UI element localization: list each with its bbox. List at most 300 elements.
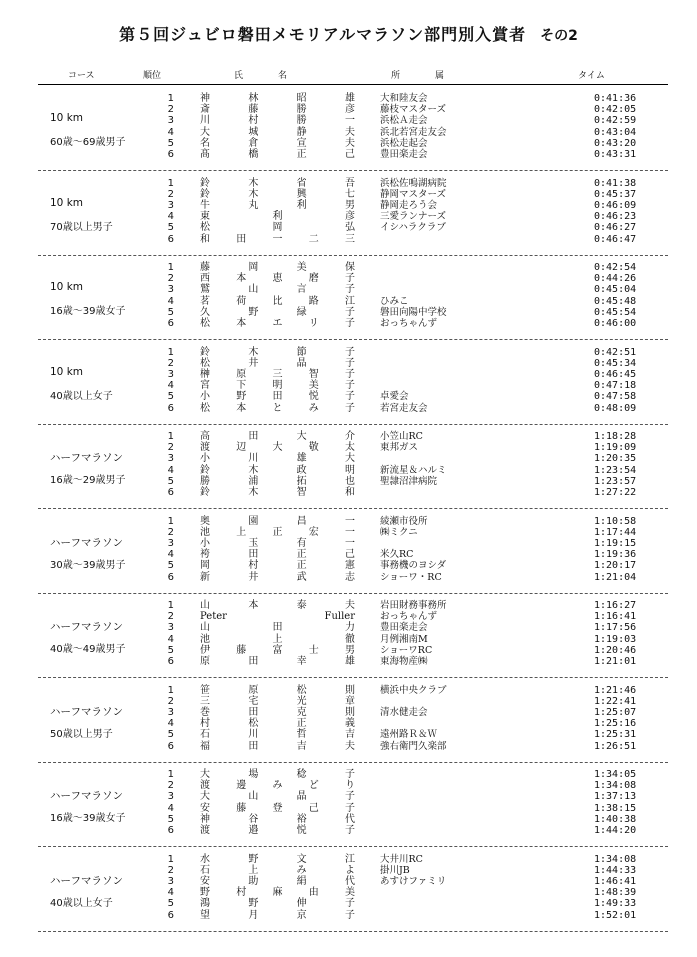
affiliation-cell: 卓愛会 [380,391,409,403]
time-cell: 0:45:04 [594,284,637,296]
name-cell: 笹原松則 [200,684,355,696]
table-row [38,600,668,611]
time-cell: 1:19:36 [594,549,637,561]
group-divider [38,424,668,425]
table-row [38,465,668,476]
result-group [38,513,668,594]
rank-cell: 5 [167,137,174,149]
rank-cell: 5 [167,475,174,487]
table-row [38,369,668,380]
course-label: ハーフマラソン [50,536,123,549]
time-cell: 1:38:15 [594,802,637,814]
name-cell: 松本とみ子 [200,402,355,414]
rank-cell: 1 [167,684,174,696]
table-row [38,403,668,414]
table-row [38,527,668,538]
group-divider [38,255,668,256]
rank-cell: 6 [167,487,174,498]
table-row [38,104,668,115]
affiliation-cell: 浜北若宮走友会 [380,126,447,138]
affiliation-cell: ㈱ミクニ [380,526,418,538]
name-cell: 東利彦 [200,211,355,223]
rank-cell: 3 [167,706,174,718]
table-row [38,442,668,453]
rank-cell: 6 [167,740,174,752]
name-cell: 水野文江 [200,853,355,865]
rank-cell: 5 [167,898,174,910]
name-cell: 鈴木節子 [200,346,355,358]
name-cell: 牛丸利男 [200,199,355,211]
affiliation-cell: ショーワRC [380,644,433,656]
time-cell: 1:18:28 [594,431,637,442]
name-cell: 勝浦拓也 [200,475,355,487]
name-cell: 村松正義 [200,718,355,730]
time-cell: 1:49:33 [594,898,637,910]
result-group [38,259,668,340]
rank-cell: 2 [167,188,174,200]
time-cell: 1:25:07 [594,706,637,718]
rank-cell: 2 [167,442,174,454]
rank-cell: 1 [167,262,174,273]
time-cell: 0:46:09 [594,199,637,211]
table-row [38,476,668,487]
page-title [0,22,697,45]
time-cell: 0:41:38 [594,177,637,189]
table-row [38,803,668,814]
group-divider [38,846,668,847]
table-row [38,516,668,527]
group-divider [38,762,668,763]
course-label: ハーフマラソン [50,621,123,633]
rank-cell: 5 [167,222,174,234]
name-cell: 原田幸雄 [200,656,355,667]
name-cell: 大場稔子 [200,769,355,780]
rank-cell: 3 [167,791,174,803]
group-divider [38,677,668,678]
table-row [38,391,668,402]
table-row [38,572,668,583]
table-row [38,729,668,740]
name-cell: 鷲山言子 [200,284,355,296]
affiliation-cell: 静岡走ろう会 [380,199,438,211]
header-aff-b: 属 [435,71,445,81]
header-aff-a: 所 [391,71,401,81]
time-cell: 0:45:37 [594,188,637,200]
table-row [38,262,668,273]
rank-cell: 3 [167,875,174,887]
time-cell: 1:52:01 [594,909,637,921]
affiliation-cell: 事務機のヨシダ [380,560,447,572]
name-cell: 榊原三智子 [200,368,355,380]
course-label: 10 km [50,112,84,124]
table-row [38,538,668,549]
rank-cell: 6 [167,909,174,921]
rank-cell: 5 [167,560,174,572]
name-cell: 大城静夫 [200,126,355,138]
course-label: ハーフマラソン [50,874,123,887]
table-row [38,487,668,498]
time-cell: 1:40:38 [594,813,637,825]
rank-cell: 4 [167,380,174,392]
result-group [38,428,668,509]
name-cell: 奥園昌一 [200,515,355,527]
header-rule [38,84,668,85]
table-row [38,780,668,791]
result-group [38,597,668,678]
affiliation-cell: 豊田楽走会 [380,622,428,634]
name-cell: 安藤登己子 [200,802,355,814]
rank-cell: 2 [167,273,174,285]
name-cell: 安助絹代 [200,875,355,887]
name-cell: 山田力 [200,622,355,634]
name-cell: 小川雄大 [200,453,355,465]
time-cell: 1:20:46 [594,644,637,656]
time-cell: 1:44:20 [594,825,637,836]
table-row [38,718,668,729]
table-row [38,898,668,909]
table-row [38,854,668,865]
group-divider [38,170,668,171]
name-cell: 石上みよ [200,864,355,876]
name-cell: 松本エリ子 [200,318,355,329]
rank-cell: 3 [167,622,174,634]
time-cell: 1:21:01 [594,656,637,667]
table-row [38,656,668,667]
table-row [38,178,668,189]
rank-cell: 4 [167,802,174,814]
table-row [38,358,668,369]
affiliation-cell: 遠州路Ｒ＆Ｗ [380,729,438,741]
category-label: 40歳以上女子 [50,897,113,909]
course-label: 10 km [50,196,84,209]
rank-cell: 2 [167,695,174,707]
name-cell: 髙橋正己 [200,149,355,160]
result-group [38,344,668,425]
table-row [38,211,668,222]
table-row [38,307,668,318]
rank-cell: 5 [167,391,174,403]
table-row [38,685,668,696]
name-cell: 渡邊みどり [200,780,355,792]
time-cell: 0:45:54 [594,306,637,318]
table-row [38,234,668,245]
name-cell: 松井晶子 [200,357,355,369]
page-subtitle: その2 [540,28,578,44]
time-cell: 1:16:27 [594,600,637,611]
table-row [38,149,668,160]
rank-cell: 3 [167,115,174,127]
table-row [38,296,668,307]
name-cell: 鴻野伸子 [200,898,355,910]
rank-cell: 4 [167,633,174,645]
name-cell: 池上徹 [200,633,355,645]
rank-cell: 6 [167,149,174,160]
affiliation-cell: 大和陸友会 [380,93,428,104]
affiliation-cell: 東海物産㈱ [380,656,428,667]
title-text: 第５回ジュビロ磐田メモリアルマラソン部門別入賞者 [119,25,527,44]
table-row [38,453,668,464]
rank-cell: 3 [167,284,174,296]
time-cell: 1:16:41 [594,611,637,623]
name-cell: 神谷裕代 [200,813,355,825]
name-cell: 宮下明美子 [200,380,355,392]
rank-cell: 5 [167,306,174,318]
time-cell: 1:48:39 [594,887,637,899]
result-group [38,851,668,932]
result-group [38,90,668,171]
affiliation-cell: おっちゃんず [380,318,438,329]
name-cell: 鈴木省吾 [200,177,355,189]
affiliation-cell: 浜松Ａ走会 [380,115,428,127]
rank-cell: 1 [167,769,174,780]
table-row [38,549,668,560]
name-cell: Peter Fuller [200,611,355,623]
category-label: 70歳以上男子 [50,221,113,233]
time-cell: 0:43:04 [594,126,637,138]
name-cell: 名倉宣夫 [200,137,355,149]
rank-cell: 2 [167,357,174,369]
result-group [38,766,668,847]
time-cell: 1:20:17 [594,560,637,572]
time-cell: 1:17:56 [594,622,637,634]
rank-cell: 6 [167,825,174,836]
time-cell: 0:42:54 [594,262,637,273]
affiliation-cell: 掛川JB [380,864,410,876]
rank-cell: 1 [167,346,174,358]
time-cell: 1:34:08 [594,853,637,865]
table-row [38,634,668,645]
name-cell: 渡辺大敬太 [200,442,355,454]
rank-cell: 4 [167,126,174,138]
affiliation-cell: 横浜中央クラブ [380,684,447,696]
category-label: 16歳〜29歳男子 [50,475,126,486]
name-cell: 斎藤勝彦 [200,104,355,116]
time-cell: 1:20:35 [594,453,637,465]
table-row [38,560,668,571]
table-row [38,127,668,138]
category-label: 60歳〜69歳男子 [50,137,126,148]
course-label: ハーフマラソン [50,790,123,802]
time-cell: 1:37:13 [594,791,637,803]
rank-cell: 4 [167,211,174,223]
time-cell: 1:34:08 [594,780,637,792]
time-cell: 0:45:48 [594,295,637,307]
table-row [38,93,668,104]
rank-cell: 6 [167,656,174,667]
affiliation-cell: 東邦ガス [380,442,419,454]
affiliation-cell: おっちゃんず [380,611,438,623]
table-row [38,380,668,391]
table-row [38,200,668,211]
rank-cell: 1 [167,515,174,527]
time-cell: 0:42:59 [594,115,637,127]
table-row [38,645,668,656]
rank-cell: 2 [167,526,174,538]
time-cell: 1:26:51 [594,740,637,752]
time-cell: 1:21:46 [594,684,637,696]
time-cell: 0:47:58 [594,391,637,403]
table-row [38,431,668,442]
affiliation-cell: 岩田財務事務所 [380,600,447,611]
time-cell: 0:47:18 [594,380,637,392]
rank-cell: 1 [167,177,174,189]
course-label: 10 km [50,281,84,293]
rank-cell: 4 [167,718,174,730]
name-cell: 茗荷比路江 [200,295,355,307]
time-cell: 0:46:47 [594,233,637,245]
affiliation-cell: 若宮走友会 [380,402,428,414]
time-cell: 1:19:09 [594,442,637,454]
name-cell: 岡村正憲 [200,560,355,572]
group-divider [38,931,668,932]
rank-cell: 1 [167,853,174,865]
time-cell: 1:23:54 [594,464,637,476]
table-row [38,825,668,836]
name-cell: 三宅光章 [200,695,355,707]
name-cell: 小野田悦子 [200,391,355,403]
name-cell: 久野緑子 [200,306,355,318]
time-cell: 0:43:31 [594,149,637,160]
time-cell: 0:41:36 [594,93,637,104]
affiliation-cell: 小笠山RC [380,431,423,442]
table-row [38,318,668,329]
time-cell: 1:44:33 [594,864,637,876]
name-cell: 大山晶子 [200,791,355,803]
affiliation-cell: 浜松走起会 [380,137,428,149]
name-cell: 福田吉夫 [200,740,355,752]
rank-cell: 5 [167,644,174,656]
affiliation-cell: 三愛ランナーズ [380,211,447,223]
time-cell: 0:46:27 [594,222,637,234]
name-cell: 渡邉悦子 [200,825,355,836]
name-cell: 石川哲吉 [200,729,355,741]
category-label: 40歳以上女子 [50,390,113,402]
table-row [38,115,668,126]
affiliation-cell: 強右衛門久楽部 [380,740,447,752]
name-cell: 神林昭雄 [200,93,355,104]
table-row [38,865,668,876]
affiliation-cell: 浜松佐鳴湖病院 [380,177,447,189]
category-label: 16歳〜39歳女子 [50,813,126,824]
table-row [38,741,668,752]
name-cell: 巻田克則 [200,706,355,718]
time-cell: 1:22:41 [594,695,637,707]
category-label: 40歳〜49歳男子 [50,644,126,655]
time-cell: 1:19:15 [594,537,637,549]
table-row [38,887,668,898]
rank-cell: 6 [167,571,174,583]
rank-cell: 1 [167,600,174,611]
time-cell: 1:34:05 [594,769,637,780]
header-rank: 順位 [143,71,162,81]
time-cell: 0:46:23 [594,211,637,223]
affiliation-cell: 綾瀬市役所 [380,515,428,527]
table-row [38,791,668,802]
result-group [38,682,668,763]
affiliation-cell: 米久RC [380,549,414,561]
time-cell: 0:46:45 [594,368,637,380]
name-cell: 伊藤富士男 [200,644,355,656]
category-label: 50歳以上男子 [50,728,113,740]
name-cell: 池上正宏一 [200,526,355,538]
name-cell: 袴田正己 [200,549,355,561]
rank-cell: 3 [167,199,174,211]
rank-cell: 1 [167,431,174,442]
result-group [38,175,668,256]
time-cell: 1:25:16 [594,718,637,730]
name-cell: 新井武志 [200,571,355,583]
time-cell: 0:48:09 [594,402,637,414]
time-cell: 1:27:22 [594,487,637,498]
table-row [38,707,668,718]
rank-cell: 1 [167,93,174,104]
header-name-b: 名 [278,71,288,81]
affiliation-cell: 大井川RC [380,853,423,865]
table-row [38,138,668,149]
group-divider [38,593,668,594]
time-cell: 0:42:51 [594,346,637,358]
rank-cell: 2 [167,780,174,792]
table-row [38,284,668,295]
rank-cell: 2 [167,864,174,876]
name-cell: 鈴木智和 [200,487,355,498]
affiliation-cell: 清水健走会 [380,706,428,718]
table-row [38,222,668,233]
course-label: 10 km [50,365,84,378]
time-cell: 1:19:03 [594,633,637,645]
affiliation-cell: ショーワ・RC [380,571,442,583]
affiliation-cell: 磐田向陽中学校 [380,306,447,318]
table-row [38,273,668,284]
group-divider [38,508,668,509]
affiliation-cell: 静岡マスターズ [380,188,447,200]
rank-cell: 3 [167,537,174,549]
name-cell: 小玉有一 [200,537,355,549]
time-cell: 0:43:20 [594,137,637,149]
name-cell: 松岡弘 [200,222,355,234]
time-cell: 1:17:44 [594,526,637,538]
category-label: 30歳〜39歳男子 [50,559,126,571]
rank-cell: 2 [167,611,174,623]
time-cell: 1:23:57 [594,475,637,487]
column-headers [38,68,668,82]
rank-cell: 5 [167,729,174,741]
rank-cell: 4 [167,549,174,561]
rank-cell: 3 [167,368,174,380]
table-row [38,876,668,887]
rank-cell: 3 [167,453,174,465]
table-row [38,611,668,622]
time-cell: 1:10:58 [594,515,637,527]
time-cell: 1:46:41 [594,875,637,887]
time-cell: 1:21:04 [594,571,637,583]
affiliation-cell: イシハラクラブ [380,222,446,234]
name-cell: 山本泰夫 [200,600,355,611]
name-cell: 望月京子 [200,909,355,921]
table-row [38,189,668,200]
rank-cell: 6 [167,318,174,329]
table-row [38,347,668,358]
course-label: ハーフマラソン [50,452,123,464]
rank-cell: 2 [167,104,174,116]
affiliation-cell: あすけファミリ [380,875,447,887]
header-course: コース [68,71,95,81]
rank-cell: 4 [167,295,174,307]
name-cell: 藤岡美保 [200,262,355,273]
name-cell: 鈴木興七 [200,188,355,200]
course-label: ハーフマラソン [50,705,123,718]
header-name-a: 氏 [234,71,244,81]
